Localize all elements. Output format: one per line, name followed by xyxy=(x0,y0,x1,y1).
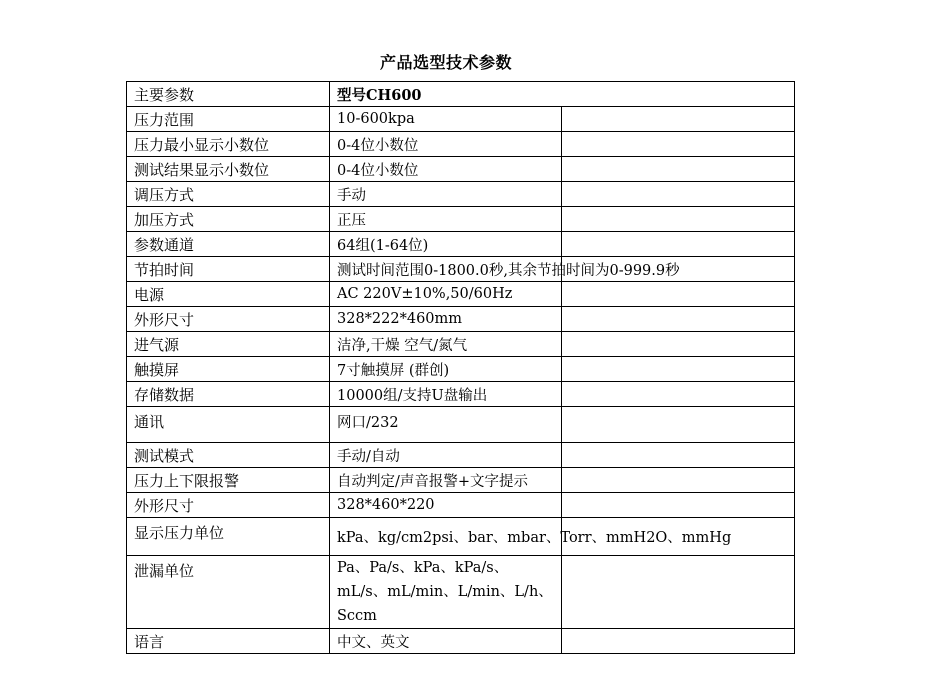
row-extra xyxy=(562,307,795,332)
row-value: 中文、英文 xyxy=(330,629,562,654)
row-label: 节拍时间 xyxy=(127,257,330,282)
row-label: 显示压力单位 xyxy=(127,518,330,556)
row-extra xyxy=(562,629,795,654)
row-label: 存储数据 xyxy=(127,382,330,407)
row-label: 语言 xyxy=(127,629,330,654)
row-value: 自动判定/声音报警+文字提示 xyxy=(330,468,562,493)
row-label: 电源 xyxy=(127,282,330,307)
row-value: 手动/自动 xyxy=(330,443,562,468)
row-label: 压力上下限报警 xyxy=(127,468,330,493)
table-row xyxy=(127,468,795,493)
row-extra xyxy=(562,332,795,357)
row-label: 压力范围 xyxy=(127,107,330,132)
header-param-cell: 主要参数 xyxy=(127,82,330,107)
table-row xyxy=(127,407,795,443)
row-extra xyxy=(562,132,795,157)
row-value: 测试时间范围0-1800.0秒,其余节拍时间为0-999.9秒 xyxy=(330,257,562,282)
row-extra xyxy=(562,468,795,493)
spec-table xyxy=(126,81,795,654)
row-value: Pa、Pa/s、kPa、kPa/s、mL/s、mL/min、L/min、L/h、Sccm xyxy=(330,556,562,629)
table-row xyxy=(127,257,795,282)
row-label: 触摸屏 xyxy=(127,357,330,382)
row-value: 10-600kpa xyxy=(330,107,562,132)
row-value: 7寸触摸屏 (群创) xyxy=(330,357,562,382)
row-value: 328*460*220 xyxy=(330,493,562,518)
table-row xyxy=(127,357,795,382)
row-extra xyxy=(562,357,795,382)
row-label: 加压方式 xyxy=(127,207,330,232)
row-value: 0-4位小数位 xyxy=(330,157,562,182)
row-label: 泄漏单位 xyxy=(127,556,330,629)
row-label: 测试结果显示小数位 xyxy=(127,157,330,182)
row-extra xyxy=(562,443,795,468)
row-label: 通讯 xyxy=(127,407,330,443)
row-extra xyxy=(562,493,795,518)
row-label: 外形尺寸 xyxy=(127,307,330,332)
row-value: 正压 xyxy=(330,207,562,232)
row-value: kPa、kg/cm2psi、bar、mbar、Torr、mmH2O、mmHg xyxy=(330,518,562,556)
table-row xyxy=(127,556,795,629)
row-value: 328*222*460mm xyxy=(330,307,562,332)
table-row xyxy=(127,182,795,207)
row-extra xyxy=(562,407,795,443)
table-row xyxy=(127,629,795,654)
table-header-row xyxy=(127,82,795,107)
row-label: 压力最小显示小数位 xyxy=(127,132,330,157)
table-row xyxy=(127,443,795,468)
table-row xyxy=(127,332,795,357)
row-label: 外形尺寸 xyxy=(127,493,330,518)
table-row xyxy=(127,207,795,232)
row-extra xyxy=(562,207,795,232)
row-extra xyxy=(562,232,795,257)
row-value: 64组(1-64位) xyxy=(330,232,562,257)
table-row xyxy=(127,232,795,257)
table-row xyxy=(127,382,795,407)
row-extra xyxy=(562,157,795,182)
table-row xyxy=(127,107,795,132)
row-value: 手动 xyxy=(330,182,562,207)
row-value: AC 220V±10%,50/60Hz xyxy=(330,282,562,307)
table-row xyxy=(127,157,795,182)
row-extra xyxy=(562,556,795,629)
row-extra xyxy=(562,182,795,207)
row-value: 10000组/支持U盘输出 xyxy=(330,382,562,407)
row-label: 调压方式 xyxy=(127,182,330,207)
row-extra xyxy=(562,107,795,132)
row-label: 参数通道 xyxy=(127,232,330,257)
row-extra xyxy=(562,382,795,407)
table-row xyxy=(127,493,795,518)
row-extra xyxy=(562,282,795,307)
table-row xyxy=(127,518,795,556)
table-row xyxy=(127,132,795,157)
table-row xyxy=(127,307,795,332)
page-title: 产品选型技术参数 xyxy=(379,53,512,72)
row-label: 进气源 xyxy=(127,332,330,357)
header-model-cell: 型号CH600 xyxy=(330,82,795,107)
row-value: 网口/232 xyxy=(330,407,562,443)
row-label: 测试模式 xyxy=(127,443,330,468)
row-value: 0-4位小数位 xyxy=(330,132,562,157)
row-value: 洁净,干燥 空气/氮气 xyxy=(330,332,562,357)
table-row xyxy=(127,282,795,307)
